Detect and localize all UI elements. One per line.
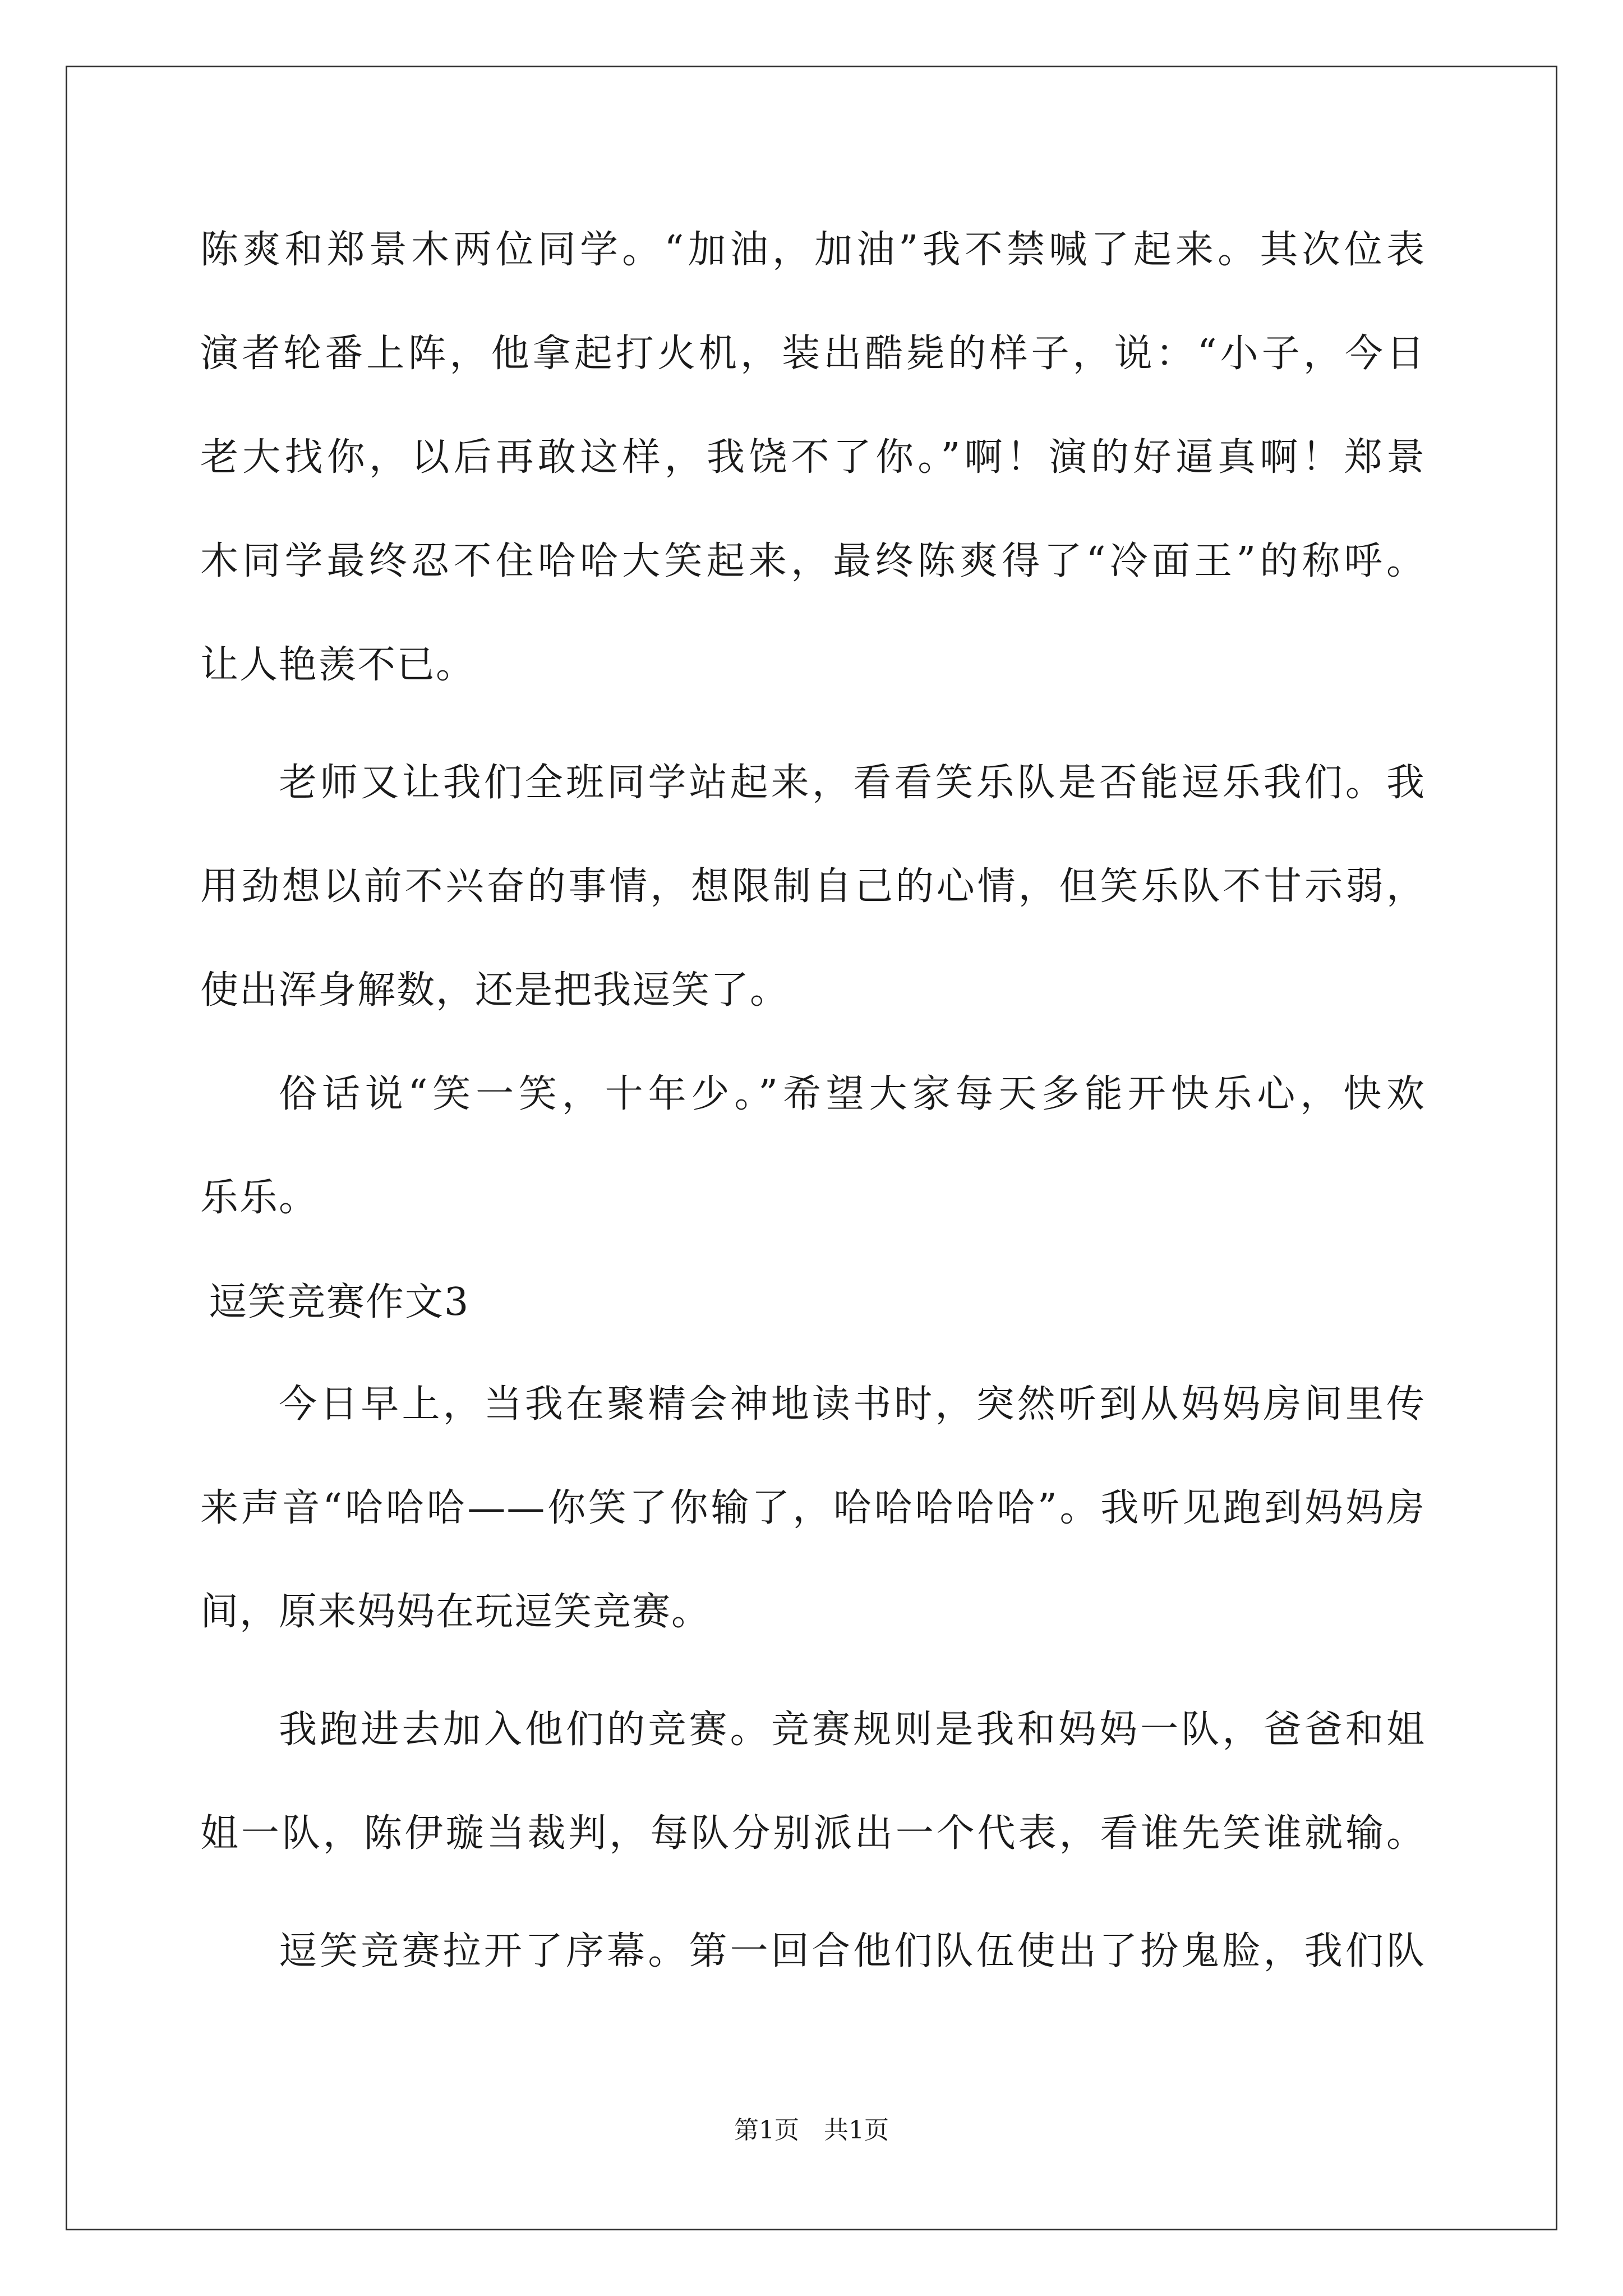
text-line-3: 老大找你，以后再敢这样，我饶不了你。”啊！演的好逼真啊！郑景: [200, 435, 1426, 480]
text-line-2: 演者轮番上阵，他拿起打火机，装出酷毙的样子，说：“小子，今日: [200, 332, 1426, 376]
text-line-9: 俗话说“笑一笑，十年少。”希望大家每天多能开快乐心，快欢: [279, 1072, 1426, 1116]
page-border: [66, 66, 1557, 2230]
text-line-14: 间，原来妈妈在玩逗笑竞赛。: [200, 1590, 711, 1634]
text-line-17: 逗笑竞赛拉开了序幕。第一回合他们队伍使出了扮鬼脸，我们队: [279, 1929, 1426, 1973]
text-line-15: 我跑进去加入他们的竞赛。竞赛规则是我和妈妈一队，爸爸和姐: [279, 1708, 1426, 1752]
text-line-13: 来声音“哈哈哈——你笑了你输了，哈哈哈哈哈”。我听见跑到妈妈房: [200, 1486, 1426, 1530]
text-line-5: 让人艳羡不已。: [200, 643, 476, 687]
text-line-8: 使出浑身解数，还是把我逗笑了。: [200, 968, 790, 1013]
section-heading: 逗笑竞赛作文3: [209, 1280, 470, 1324]
page-number: 第1页 共1页: [734, 2116, 889, 2145]
text-line-7: 用劲想以前不兴奋的事情，想限制自己的心情，但笑乐队不甘示弱，: [200, 864, 1426, 909]
text-line-4: 木同学最终忍不住哈哈大笑起来，最终陈爽得了“冷面王”的称呼。: [200, 539, 1426, 583]
text-line-12: 今日早上，当我在聚精会神地读书时，突然听到从妈妈房间里传: [279, 1382, 1426, 1427]
text-line-1: 陈爽和郑景木两位同学。“加油，加油”我不禁喊了起来。其次位表: [200, 228, 1426, 272]
text-line-10: 乐乐。: [200, 1176, 319, 1220]
text-line-16: 姐一队，陈伊璇当裁判，每队分别派出一个代表，看谁先笑谁就输。: [200, 1811, 1426, 1856]
text-line-6: 老师又让我们全班同学站起来，看看笑乐队是否能逗乐我们。我: [279, 761, 1426, 805]
